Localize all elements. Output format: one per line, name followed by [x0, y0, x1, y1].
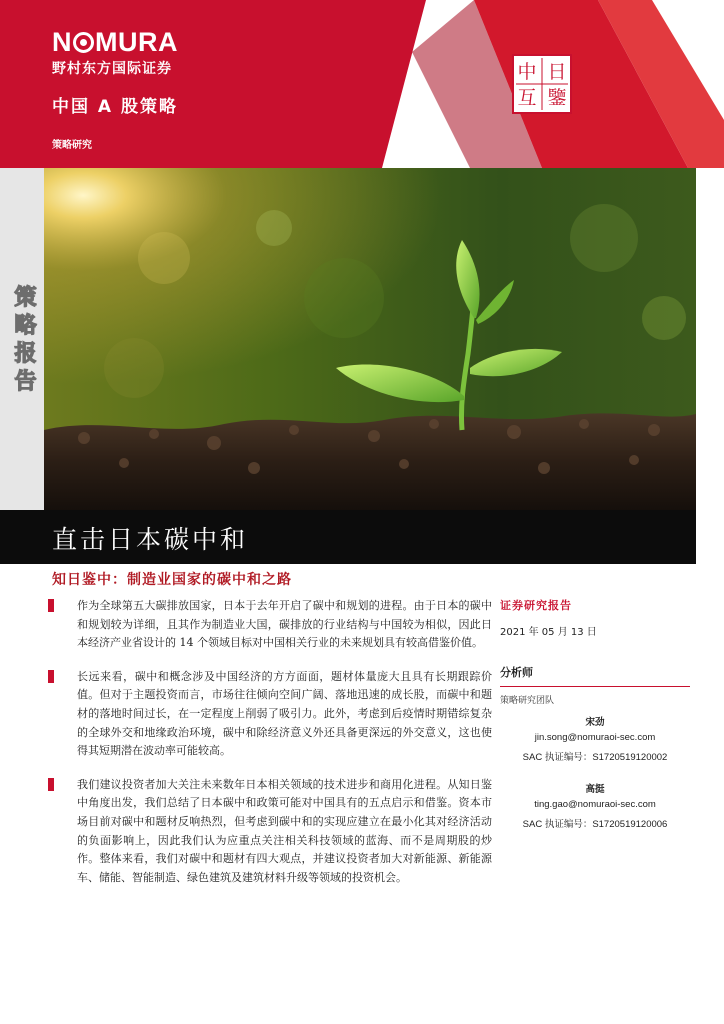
bullet-marker-icon	[48, 778, 54, 791]
report-date: 2021 年 05 月 13 日	[500, 627, 597, 638]
report-subtitle: 知日鉴中：制造业国家的碳中和之路	[52, 572, 292, 588]
analyst-card	[500, 781, 690, 830]
report-type: 证券研究报告	[500, 599, 572, 612]
analyst-email[interactable]: ting.gao@nomuraoi-sec.com	[534, 799, 656, 810]
seal-char-2: 日	[547, 61, 567, 83]
bullet-marker-icon	[48, 670, 54, 683]
nomura-logo	[52, 28, 178, 56]
nomura-brand	[52, 28, 178, 78]
divider	[500, 686, 690, 687]
logo-text-left: N	[52, 27, 72, 57]
summary-bullet	[46, 776, 492, 888]
analyst-sac-number: SAC 执证编号：S1720519120006	[522, 819, 668, 830]
report-header	[0, 0, 724, 168]
seal-char-1: 中	[517, 61, 537, 83]
report-category: 策略研究	[52, 140, 92, 151]
report-sidebar	[500, 597, 690, 830]
brand-chinese-name: 野村东方国际证券	[52, 61, 172, 77]
report-title: 直击日本碳中和	[52, 525, 249, 554]
analyst-email[interactable]: jin.song@nomuraoi-sec.com	[534, 732, 656, 743]
header-background	[0, 0, 724, 168]
seal-char-3: 互	[517, 87, 537, 109]
china-japan-seal-icon	[512, 54, 572, 114]
analyst-name: 高挺	[585, 784, 605, 795]
cover-photo-seedling	[44, 168, 696, 510]
logo-o-icon	[73, 32, 94, 53]
logo-text-right: MURA	[95, 27, 178, 57]
analyst-name: 宋劲	[585, 717, 605, 728]
analyst-sac-number: SAC 执证编号：S1720519120002	[522, 752, 668, 763]
bullet-text: 我们建议投资者加大关注未来数年日本相关领域的技术进步和商用化进程。从知日鉴中角度出发，我们总结了日本碳中和政策可能对中国具有的五点启示和借鉴。资本市场目前对碳中和题材反响热烈，但考虑到碳中和的实现应建立在最小化其对经济活动的负面影响上，因此我们认为应重点关注相关科技领域的蓝海、而不是周期股的炒作。整体来看，我们对碳中和题材有四大观点，并建议投资者加大对新能源、新能源车、储能、智能制造、绿色建筑及建筑材料升级等领域的投资机会。	[77, 777, 492, 884]
team-name: 策略研究团队	[500, 696, 555, 706]
analyst-card	[500, 714, 690, 763]
side-tab-label: 策略报告	[11, 285, 36, 397]
title-band	[0, 510, 696, 564]
seal-char-4: 鑒	[547, 87, 567, 109]
summary-bullet	[46, 668, 492, 761]
bullet-marker-icon	[48, 599, 54, 612]
bullet-text: 长远来看，碳中和概念涉及中国经济的方方面面，题材体量庞大且具有长期跟踪价值。但对于主题投资而言，市场往往倾向空间广阔、落地迅速的成长股，而碳中和题材的落地时间过长，在一定程度上削弱了吸引力。此外，考虑到后疫情时期错综复杂的全球外交和地缘政治环境，碳中和除经济意义外还具备更深远的外交意义，这也使得其短期潜在波动率可能较高。	[77, 669, 492, 758]
summary-bullets	[46, 597, 492, 902]
report-series: 中国 A 股策略	[52, 97, 178, 117]
bullet-text: 作为全球第五大碳排放国家，日本于去年开启了碳中和规划的进程。由于日本的碳中和规划较为详细，且其作为制造业大国，碳排放的行业结构与中国较为相似，因此日本经济产业省设计的 14 个领域目标对中国相关行业的未来规划具有较高借鉴价值。	[77, 599, 492, 650]
analyst-heading: 分析师	[500, 666, 533, 679]
summary-bullet	[46, 597, 492, 653]
